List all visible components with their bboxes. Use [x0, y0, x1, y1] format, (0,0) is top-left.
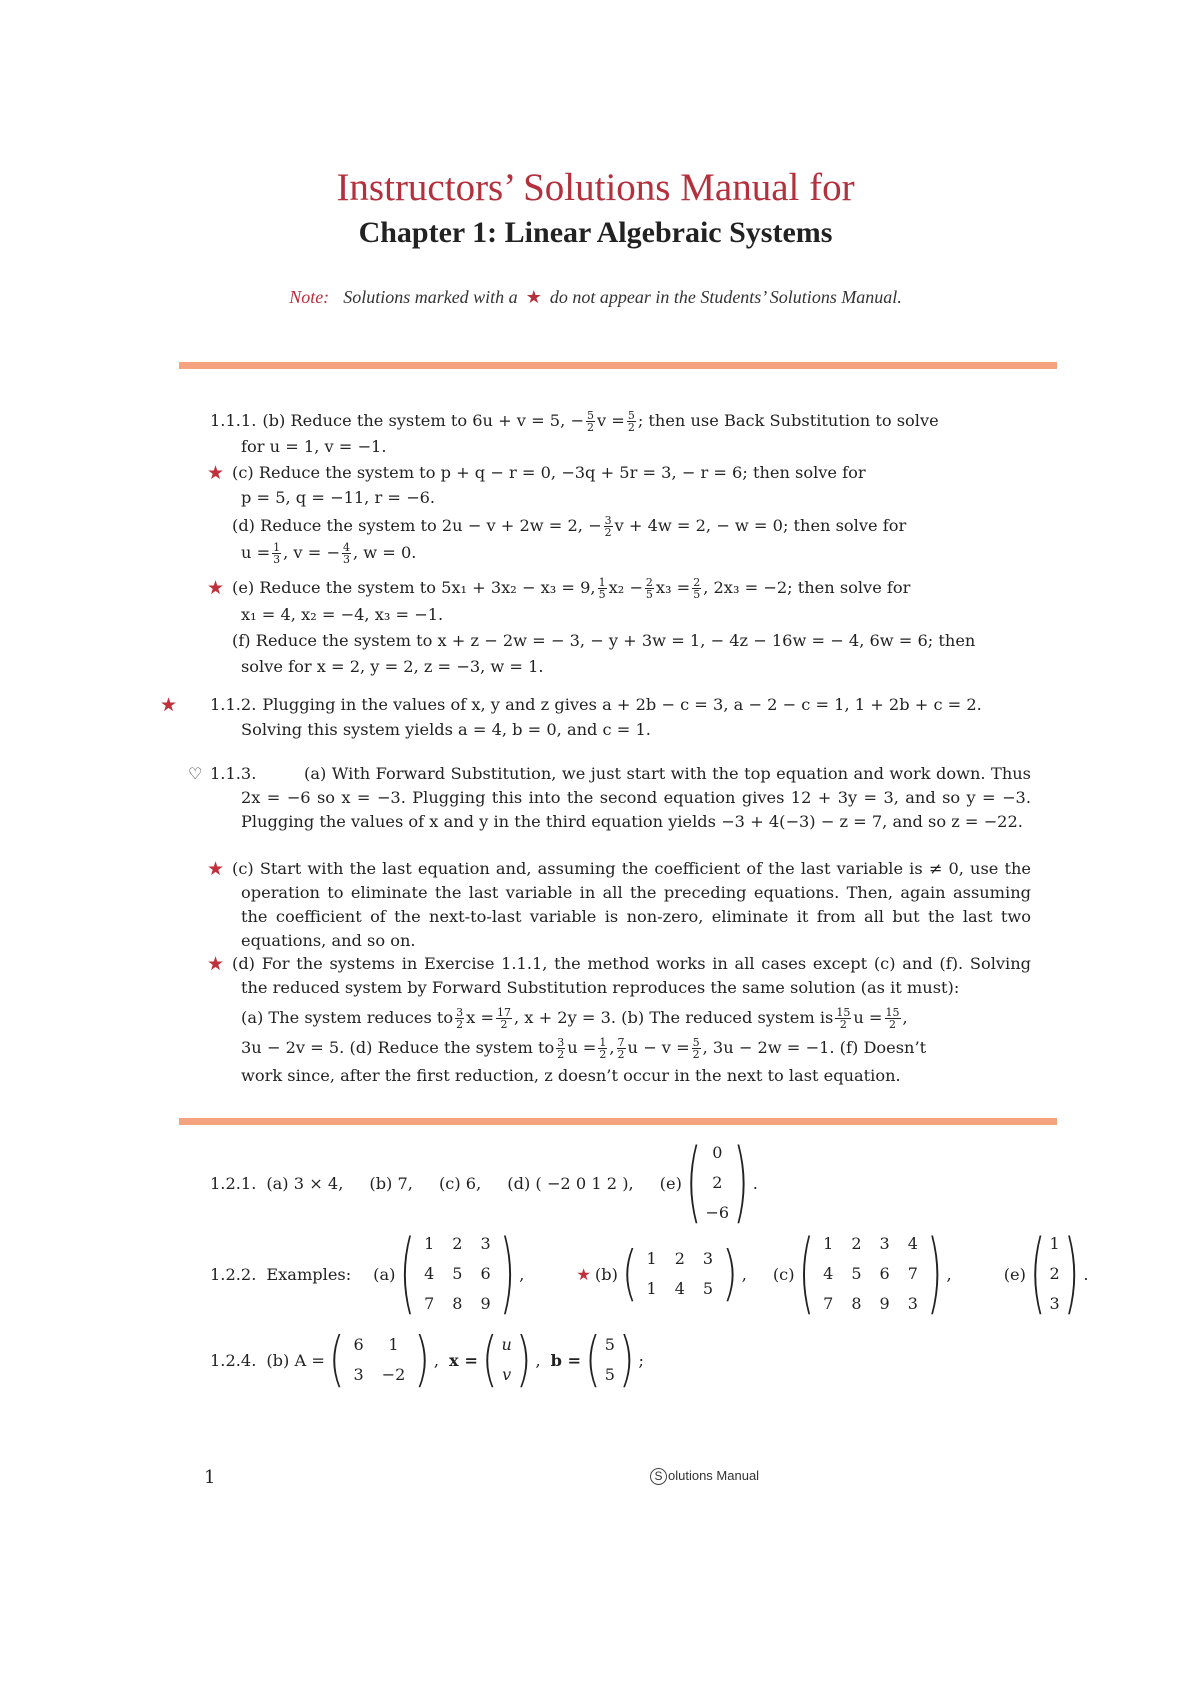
text: x₂ −: [608, 578, 643, 597]
solutions-manual-logo: [650, 1468, 759, 1485]
fraction: $\frac{15}{2}$: [836, 1006, 851, 1031]
text: .: [752, 1173, 758, 1193]
examples-label: Examples:: [266, 1264, 352, 1284]
vector-x: ( u v ): [481, 1325, 532, 1395]
part-c: (c) 6,: [438, 1173, 482, 1193]
matrix-A: ( 6 1 3 −2 ): [328, 1325, 430, 1395]
text: ,: [902, 1008, 908, 1027]
fraction: $\frac{3}{2}$: [456, 1006, 464, 1031]
part-a: (a): [373, 1264, 396, 1284]
exercise-1-1-3-d-line5: work since, after the first reduction, z doesn’t occur in the next to last equation.: [241, 1066, 901, 1085]
text: x₃ =: [655, 578, 691, 597]
section-divider: [179, 1118, 1057, 1125]
fraction: $\frac{5}{2}$: [586, 409, 594, 434]
part-c: (c): [772, 1264, 795, 1284]
note-text-a: Solutions marked with a: [343, 287, 518, 307]
chapter-title: Chapter 1: Linear Algebraic Systems: [358, 216, 833, 249]
star-icon: ★: [160, 694, 178, 716]
exercise-1-1-3-number: 1.1.3.: [210, 764, 257, 783]
exercise-1-1-2: [210, 693, 1000, 717]
text: u =: [567, 1038, 597, 1057]
text: 3u − 2v = 5. (d) Reduce the system to: [241, 1038, 555, 1057]
exercise-1-1-2-line2: Solving this system yields a = 4, b = 0, and c = 1.: [241, 720, 651, 739]
text: x =: [466, 1008, 495, 1027]
fraction: $\frac{5}{2}$: [627, 409, 635, 434]
exercise-1-1-3-d-line4: [241, 1036, 1031, 1060]
text: ,: [741, 1264, 747, 1284]
exercise-1-1-1-c-line2: p = 5, q = −11, r = −6.: [241, 488, 436, 507]
star-icon: ★: [525, 287, 542, 307]
text: u =: [853, 1008, 883, 1027]
text: ,: [535, 1350, 541, 1370]
text: (a) The system reduces to: [241, 1008, 454, 1027]
exercise-number: 1.2.2.: [210, 1264, 257, 1284]
star-icon: ★: [576, 1264, 591, 1284]
star-icon: ★: [207, 858, 225, 880]
text: ,: [519, 1264, 525, 1284]
part-e: (e): [1003, 1264, 1026, 1284]
text: .: [1083, 1264, 1089, 1284]
fraction: $\frac{2}{5}$: [645, 576, 653, 601]
vector-e: ( 1 2 3 ): [1029, 1223, 1080, 1325]
note-label: Note:: [289, 287, 330, 307]
logo-s: S: [650, 1468, 667, 1485]
b-label: b =: [550, 1350, 582, 1370]
text: u =: [241, 543, 271, 562]
exercise-1-1-1-e-line2: x₁ = 4, x₂ = −4, x₃ = −1.: [241, 605, 444, 624]
text: ; then use Back Substitution to solve: [637, 411, 939, 430]
fraction: $\frac{3}{2}$: [557, 1036, 565, 1061]
exercise-1-1-3-a: (a) With Forward Substitution, we just start with the top equation and work down. Thus 2x = −6 so x = −3. Plugging this into the second equation gives 12 + 3y = 3, and so y = −3. Plugging the values of x and y in the third equation yields −3 + 4(−3) − z = 7, and so z = −22.: [241, 764, 1031, 831]
text: , 3u − 2w = −1. (f) Doesn’t: [702, 1038, 927, 1057]
text: u − v =: [627, 1038, 690, 1057]
exercise-1-1-3-d-line3: [241, 1006, 1031, 1030]
heart-icon: ♡: [188, 764, 203, 783]
part-b: (b) A =: [266, 1350, 325, 1370]
fraction: $\frac{7}{2}$: [617, 1036, 625, 1061]
x-label: x =: [449, 1350, 478, 1370]
star-icon: ★: [207, 462, 225, 484]
exercise-1-1-1-e: [232, 576, 1022, 600]
exercise-number: 1.1.2.: [210, 695, 257, 714]
exercise-1-1-1-d: [232, 514, 1022, 538]
fraction: $\frac{15}{2}$: [885, 1006, 900, 1031]
note-text-b: do not appear in the Students’ Solutions Manual.: [549, 287, 902, 307]
exercise-number: 1.1.1.: [210, 411, 257, 430]
part-e: (e): [659, 1173, 682, 1193]
fraction: $\frac{3}{2}$: [604, 514, 612, 539]
exercise-1-1-1-b: [210, 409, 1000, 433]
text: Plugging in the values of x, y and z gives a + 2b − c = 3, a − 2 − c = 1, 1 + 2b + c = 2.: [262, 695, 982, 714]
vector-b: ( 5 5 ): [585, 1325, 635, 1395]
part-b: (b): [594, 1264, 618, 1284]
part-b: (b) 7,: [369, 1173, 413, 1193]
text: v =: [596, 411, 625, 430]
manual-title: Instructors’ Solutions Manual for: [336, 166, 855, 209]
page-number: 1: [204, 1467, 216, 1488]
fraction: $\frac{5}{2}$: [692, 1036, 700, 1061]
exercise-1-1-1-f: (f) Reduce the system to x + z − 2w = − 3, − y + 3w = 1, − 4z − 16w = − 4, 6w = 6; then: [232, 631, 976, 650]
text: , 2x₃ = −2; then solve for: [703, 578, 911, 597]
fraction: $\frac{2}{5}$: [693, 576, 701, 601]
exercise-1-1-1-d-line2: [241, 541, 1031, 565]
exercise-1-1-3-d: (d) For the systems in Exercise 1.1.1, the method works in all cases except (c) and (f). Solving the reduced system by Forward Substitution reproduces the same solution (as it must):: [232, 954, 1031, 997]
text: (b) Reduce the system to 6u + v = 5, −: [262, 411, 584, 430]
text: v + 4w = 2, − w = 0; then solve for: [614, 516, 907, 535]
exercise-number: 1.2.1.: [210, 1173, 257, 1193]
matrix-a: ( 1 2 3 4 5 6 7 8 9 ): [399, 1223, 516, 1325]
section-divider: [179, 362, 1057, 369]
matrix-c: ( 1 2 3 4 4 5 6 7 7 8 9 3 ): [798, 1223, 943, 1325]
text: ,: [609, 1038, 615, 1057]
text: ,: [433, 1350, 440, 1370]
exercise-1-2-2: [210, 1223, 1089, 1325]
part-d: (d) ( −2 0 1 2 ),: [507, 1173, 634, 1193]
matrix-b: ( 1 2 3 1 4 5 ): [621, 1239, 738, 1309]
exercise-number: 1.2.4.: [210, 1350, 257, 1370]
text: (d) Reduce the system to 2u − v + 2w = 2, −: [232, 516, 602, 535]
fraction: $\frac{1}{3}$: [273, 541, 281, 566]
text: , v = −: [283, 543, 340, 562]
part-a: (a) 3 × 4,: [266, 1173, 344, 1193]
star-icon: ★: [207, 953, 225, 975]
column-vector: ( 0 2 −6 ): [685, 1132, 749, 1234]
text: , w = 0.: [353, 543, 417, 562]
logo-text: olutions Manual: [668, 1468, 760, 1483]
fraction: $\frac{4}{3}$: [343, 541, 350, 566]
exercise-1-2-4: [210, 1325, 644, 1395]
exercise-1-1-1-c: (c) Reduce the system to p + q − r = 0, −3q + 5r = 3, − r = 6; then solve for: [232, 463, 866, 482]
fraction: $\frac{1}{2}$: [599, 1036, 607, 1061]
note-line: [0, 287, 1191, 308]
text: ,: [946, 1264, 952, 1284]
text: (e) Reduce the system to 5x₁ + 3x₂ − x₃ = 9,: [232, 578, 596, 597]
exercise-1-1-1-f-line2: solve for x = 2, y = 2, z = −3, w = 1.: [241, 657, 544, 676]
fraction: $\frac{1}{5}$: [598, 576, 606, 601]
star-icon: ★: [207, 577, 225, 599]
exercise-1-1-3-c: (c) Start with the last equation and, assuming the coefficient of the last variable is ≠ 0, use the operation to eliminate the last variable in all the preceding equations. Then, again assuming the coefficient of the next-to-last variable is non-zero, eliminate it from all but the last two equations, and so on.: [232, 859, 1031, 950]
fraction: $\frac{17}{2}$: [497, 1006, 512, 1031]
text: ;: [638, 1350, 644, 1370]
exercise-1-2-1: [210, 1132, 758, 1234]
exercise-1-1-1-b-line2: for u = 1, v = −1.: [241, 437, 387, 456]
text: , x + 2y = 3. (b) The reduced system is: [514, 1008, 834, 1027]
